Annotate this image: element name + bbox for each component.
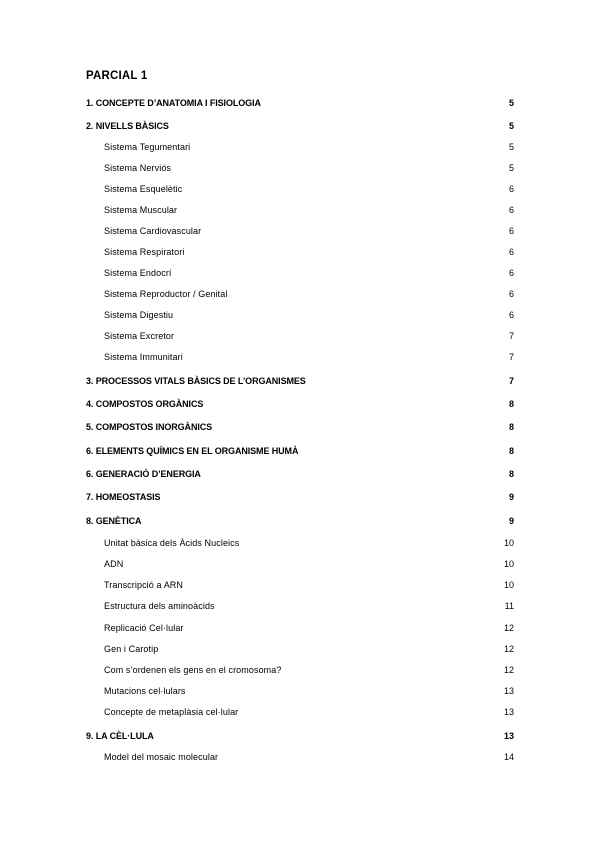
toc-subsection-entry[interactable]: [0, 557, 600, 571]
toc-entry-label: Sistema Reproductor / Genital: [104, 289, 228, 299]
toc-entry-label: Sistema Digestiu: [104, 310, 174, 320]
toc-section-entry[interactable]: [0, 444, 600, 458]
toc-entry-page-number: 5: [508, 98, 514, 108]
toc-subsection-entry[interactable]: [0, 308, 600, 322]
toc-entry-page-number: 12: [503, 623, 514, 633]
toc-entry-page-number: 5: [508, 163, 514, 173]
toc-entry-label: Estructura dels aminoàcids: [104, 601, 215, 611]
toc-subsection-entry[interactable]: [0, 536, 600, 550]
toc-entry-page-number: 9: [508, 516, 514, 526]
toc-entry-label: Mutacions cel·lulars: [104, 686, 186, 696]
toc-entry-page-number: 7: [508, 376, 514, 386]
toc-entry-label: ADN: [104, 559, 124, 569]
toc-entry-label: 8. GENÈTICA: [86, 516, 142, 526]
toc-entry-page-number: 6: [508, 184, 514, 194]
toc-entry-label: 4. COMPOSTOS ORGÀNICS: [86, 399, 204, 409]
toc-entry-page-number: 8: [508, 446, 514, 456]
document-heading: PARCIAL 1: [86, 70, 148, 82]
toc-section-entry[interactable]: [0, 119, 600, 133]
toc-subsection-entry[interactable]: [0, 350, 600, 364]
toc-subsection-entry[interactable]: [0, 642, 600, 656]
toc-entry-label: 2. NIVELLS BÀSICS: [86, 121, 169, 131]
toc-entry-label: 6. ELEMENTS QUÍMICS EN EL ORGANISME HUMÀ: [86, 446, 299, 456]
toc-entry-label: Gen i Carotip: [104, 644, 159, 654]
toc-entry-page-number: 8: [508, 399, 514, 409]
toc-entry-page-number: 5: [508, 142, 514, 152]
toc-subsection-entry[interactable]: [0, 203, 600, 217]
toc-entry-label: Transcripció a ARN: [104, 580, 183, 590]
toc-subsection-entry[interactable]: [0, 663, 600, 677]
toc-subsection-entry[interactable]: [0, 161, 600, 175]
toc-entry-label: Sistema Muscular: [104, 205, 178, 215]
toc-subsection-entry[interactable]: [0, 266, 600, 280]
toc-entry-page-number: 5: [508, 121, 514, 131]
toc-entry-page-number: 6: [508, 226, 514, 236]
toc-subsection-entry[interactable]: [0, 599, 600, 613]
toc-entry-label: Sistema Esquelètic: [104, 184, 183, 194]
toc-entry-label: Concepte de metaplàsia cel·lular: [104, 707, 239, 717]
toc-entry-page-number: 6: [508, 247, 514, 257]
toc-entry-label: 9. LA CÈL·LULA: [86, 731, 154, 741]
toc-entry-label: Sistema Nerviós: [104, 163, 172, 173]
toc-section-entry[interactable]: [0, 420, 600, 434]
toc-entry-label: Sistema Respiratori: [104, 247, 185, 257]
toc-entry-label: Sistema Tegumentari: [104, 142, 191, 152]
toc-entry-label: Unitat bàsica dels Àcids Nucleics: [104, 538, 240, 548]
toc-entry-label: Com s’ordenen els gens en el cromosoma?: [104, 665, 282, 675]
toc-entry-page-number: 6: [508, 205, 514, 215]
toc-subsection-entry[interactable]: [0, 329, 600, 343]
toc-entry-label: Sistema Excretor: [104, 331, 175, 341]
toc-entry-page-number: 10: [503, 580, 514, 590]
toc-section-entry[interactable]: [0, 397, 600, 411]
toc-section-entry[interactable]: [0, 729, 600, 743]
toc-subsection-entry[interactable]: [0, 578, 600, 592]
toc-subsection-entry[interactable]: [0, 621, 600, 635]
toc-section-entry[interactable]: [0, 374, 600, 388]
toc-entry-label: 3. PROCESSOS VITALS BÀSICS DE L’ORGANISMES: [86, 376, 306, 386]
toc-subsection-entry[interactable]: [0, 750, 600, 764]
toc-entry-page-number: 9: [508, 492, 514, 502]
toc-entry-page-number: 12: [503, 665, 514, 675]
toc-entry-page-number: 11: [504, 601, 514, 611]
toc-entry-label: Model del mosaic molecular: [104, 752, 219, 762]
toc-entry-page-number: 10: [503, 538, 514, 548]
toc-entry-label: 7. HOMEOSTASIS: [86, 492, 161, 502]
toc-entry-label: Sistema Endocrí: [104, 268, 172, 278]
toc-entry-label: 6. GENERACIÓ D’ENERGIA: [86, 469, 201, 479]
toc-subsection-entry[interactable]: [0, 287, 600, 301]
toc-section-entry[interactable]: [0, 96, 600, 110]
toc-subsection-entry[interactable]: [0, 705, 600, 719]
toc-entry-page-number: 13: [503, 686, 514, 696]
toc-subsection-entry[interactable]: [0, 140, 600, 154]
toc-entry-page-number: 8: [508, 422, 514, 432]
toc-entry-page-number: 10: [503, 559, 514, 569]
toc-section-entry[interactable]: [0, 490, 600, 504]
toc-entry-page-number: 7: [508, 352, 514, 362]
toc-entry-label: Sistema Cardiovascular: [104, 226, 202, 236]
toc-section-entry[interactable]: [0, 467, 600, 481]
toc-entry-page-number: 14: [503, 752, 514, 762]
toc-section-entry[interactable]: [0, 514, 600, 528]
toc-entry-label: 5. COMPOSTOS INORGÀNICS: [86, 422, 213, 432]
toc-subsection-entry[interactable]: [0, 182, 600, 196]
toc-entry-label: Replicació Cel·lular: [104, 623, 184, 633]
toc-entry-page-number: 13: [503, 707, 514, 717]
toc-entry-page-number: 7: [508, 331, 514, 341]
toc-entry-page-number: 8: [508, 469, 514, 479]
toc-subsection-entry[interactable]: [0, 684, 600, 698]
toc-entry-page-number: 6: [508, 289, 514, 299]
toc-entry-page-number: 6: [508, 268, 514, 278]
toc-subsection-entry[interactable]: [0, 245, 600, 259]
toc-entry-label: Sistema Immunitari: [104, 352, 183, 362]
toc-entry-page-number: 6: [508, 310, 514, 320]
toc-entry-label: 1. CONCEPTE D’ANATOMIA I FISIOLOGIA: [86, 98, 261, 108]
toc-subsection-entry[interactable]: [0, 224, 600, 238]
toc-entry-page-number: 12: [503, 644, 514, 654]
toc-entry-page-number: 13: [503, 731, 514, 741]
